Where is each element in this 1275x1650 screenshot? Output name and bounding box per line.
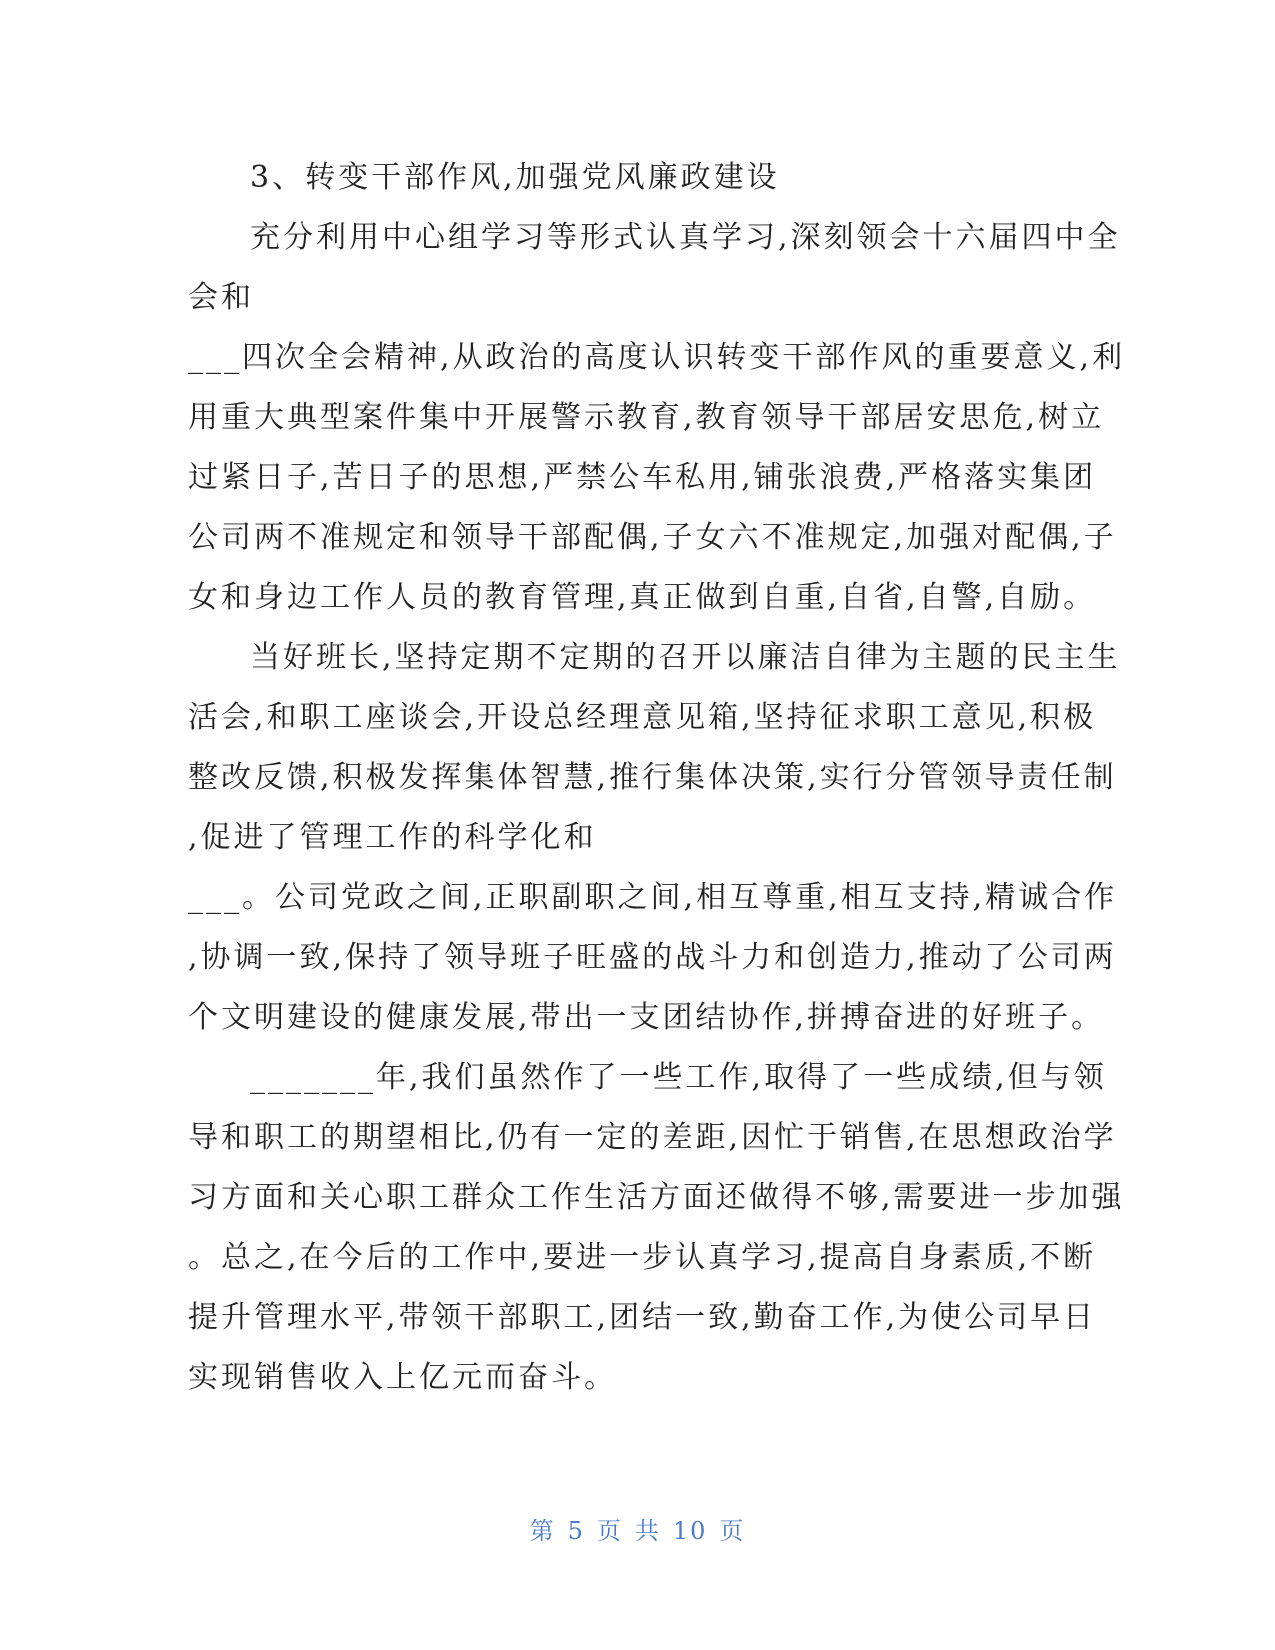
section-heading: 3、转变干部作风,加强党风廉政建设	[250, 160, 780, 195]
footer-page-label: 页	[596, 1517, 623, 1545]
footer-page-number: 5	[567, 1517, 585, 1545]
page-footer	[0, 1515, 1275, 1547]
paragraph-1-line-4: 用重大典型案件集中开展警示教育,教育领导干部居安思危,树立	[188, 400, 1105, 435]
paragraph-3-line-6: 实现销售收入上亿元而奋斗。	[188, 1360, 617, 1395]
paragraph-2-line-5: ___。公司党政之间,正职副职之间,相互尊重,相互支持,精诚合作	[188, 880, 1118, 915]
paragraph-3-line-3: 习方面和关心职工群众工作生活方面还做得不够,需要进一步加强	[188, 1180, 1125, 1215]
paragraph-1-line-6: 公司两不准规定和领导干部配偶,子女六不准规定,加强对配偶,子	[188, 520, 1117, 555]
paragraph-2-line-7: 个文明建设的健康发展,带出一支团结协作,拼搏奋进的好班子。	[188, 1000, 1105, 1035]
paragraph-3-line-5: 提升管理水平,带领干部职工,团结一致,勤奋工作,为使公司早日	[188, 1300, 1097, 1335]
paragraph-2-line-2: 活会,和职工座谈会,开设总经理意见箱,坚持征求职工意见,积极	[188, 700, 1097, 735]
paragraph-2-line-6: ,协调一致,保持了领导班子旺盛的战斗力和创造力,推动了公司两	[188, 940, 1117, 975]
footer-total-prefix: 共	[634, 1517, 661, 1545]
paragraph-1-line-2: 会和	[188, 280, 254, 315]
paragraph-1-line-7: 女和身边工作人员的教育管理,真正做到自重,自省,自警,自励。	[188, 580, 1097, 615]
paragraph-1-line-1: 充分利用中心组学习等形式认真学习,深刻领会十六届四中全	[250, 220, 1121, 255]
document-body	[188, 148, 1126, 1408]
paragraph-3-line-4: 。总之,在今后的工作中,要进一步认真学习,提高自身素质,不断	[188, 1240, 1097, 1275]
paragraph-1-line-3: ___四次全会精神,从政治的高度认识转变干部作风的重要意义,利	[188, 340, 1126, 375]
footer-total-pages: 10	[672, 1517, 708, 1545]
paragraph-2-line-4: ,促进了管理工作的科学化和	[188, 820, 597, 855]
paragraph-2-line-3: 整改反馈,积极发挥集体智慧,推行集体决策,实行分管领导责任制	[188, 760, 1117, 795]
paragraph-2-line-1: 当好班长,坚持定期不定期的召开以廉洁自律为主题的民主生	[250, 640, 1121, 675]
footer-total-label: 页	[719, 1517, 746, 1545]
footer-prefix: 第	[529, 1517, 556, 1545]
paragraph-3-line-1: _______年,我们虽然作了一些工作,取得了一些成绩,但与领	[250, 1060, 1107, 1095]
paragraph-3-line-2: 导和职工的期望相比,仍有一定的差距,因忙于销售,在思想政治学	[188, 1120, 1117, 1155]
paragraph-1-line-5: 过紧日子,苦日子的思想,严禁公车私用,铺张浪费,严格落实集团	[188, 460, 1097, 495]
